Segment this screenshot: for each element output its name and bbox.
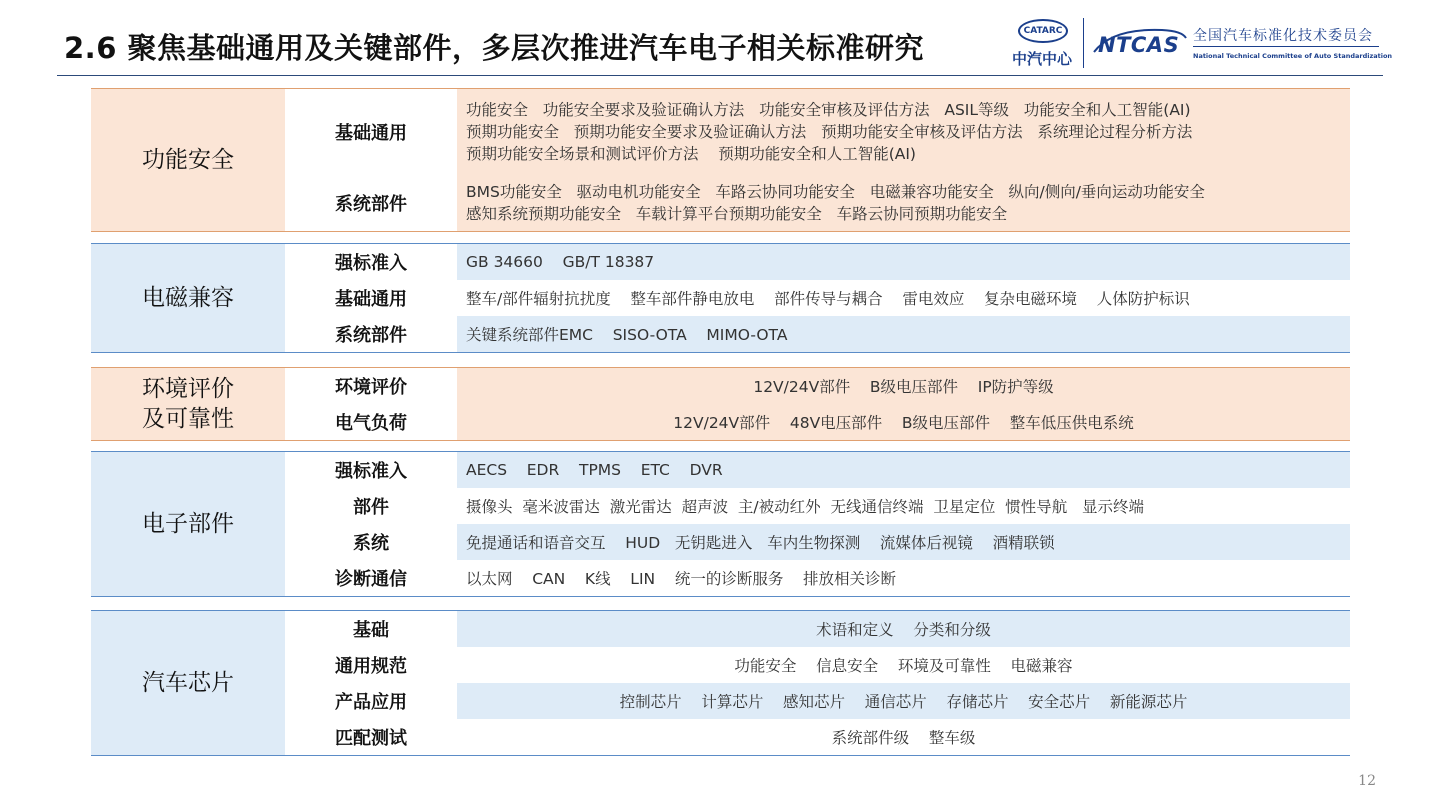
content-line: 感知系统预期功能安全 车载计算平台预期功能安全 车路云协同预期功能安全: [466, 205, 1008, 223]
ntcas-en-name: National Technical Committee of Auto Standardization: [1193, 52, 1393, 60]
subcategory-label: 部件: [285, 488, 457, 524]
row-content: [457, 175, 1350, 231]
subcategory-label: 通用规范: [285, 647, 457, 683]
row-content: 功能安全 信息安全 环境及可靠性 电磁兼容: [457, 647, 1350, 683]
subcategory-label: 产品应用: [285, 683, 457, 719]
row-content: [457, 89, 1350, 175]
page-title: 2.6 聚焦基础通用及关键部件，多层次推进汽车电子相关标准研究: [64, 31, 924, 65]
table-row: [285, 244, 1350, 280]
page-number: 12: [1358, 773, 1376, 789]
subcategory-label: 基础: [285, 611, 457, 647]
row-content: GB 34660 GB/T 18387: [457, 244, 1350, 280]
table-row: [285, 683, 1350, 719]
subcategory-label: 系统部件: [285, 316, 457, 352]
row-content: 关键系统部件EMC SISO-OTA MIMO-OTA: [457, 316, 1350, 352]
subcategory-label: 系统: [285, 524, 457, 560]
logo-divider: [1083, 18, 1084, 68]
subcategory-label: 基础通用: [285, 89, 457, 175]
row-content: AECS EDR TPMS ETC DVR: [457, 452, 1350, 488]
row-content: 12V/24V部件 48V电压部件 B级电压部件 整车低压供电系统: [457, 404, 1350, 440]
category-label-line: 及可靠性: [142, 406, 234, 432]
table-row: [285, 452, 1350, 488]
row-content: 系统部件级 整车级: [457, 719, 1350, 755]
section-emc: [91, 243, 1350, 353]
content-line: BMS功能安全 驱动电机功能安全 车路云协同功能安全 电磁兼容功能安全 纵向/侧向/垂向运动功能安全: [466, 183, 1205, 201]
table-row: [285, 175, 1350, 231]
section-automotive-chips: [91, 610, 1350, 756]
table-row: [285, 647, 1350, 683]
category-label: [91, 368, 285, 440]
table-row: [285, 611, 1350, 647]
catarc-cn-name: 中汽中心: [1012, 50, 1073, 68]
section-functional-safety: [91, 88, 1350, 232]
subcategory-label: 环境评价: [285, 368, 457, 404]
row-content: 整车/部件辐射抗扰度 整车部件静电放电 部件传导与耦合 雷电效应 复杂电磁环境 人体防护标识: [457, 280, 1350, 316]
row-content: 控制芯片 计算芯片 感知芯片 通信芯片 存储芯片 安全芯片 新能源芯片: [457, 683, 1350, 719]
subcategory-label: 诊断通信: [285, 560, 457, 596]
section-environment-reliability: [91, 367, 1350, 441]
catarc-logo: [1008, 16, 1078, 72]
row-content: 摄像头 毫米波雷达 激光雷达 超声波 主/被动红外 无线通信终端 卫星定位 惯性导航 显示终端: [457, 488, 1350, 524]
ntcas-rule: [1193, 46, 1379, 47]
subcategory-label: 匹配测试: [285, 719, 457, 755]
table-row: [285, 316, 1350, 352]
table-row: [285, 404, 1350, 440]
row-content: 术语和定义 分类和分级: [457, 611, 1350, 647]
row-content: 以太网 CAN K线 LIN 统一的诊断服务 排放相关诊断: [457, 560, 1350, 596]
table-row: [285, 89, 1350, 175]
table-row: [285, 368, 1350, 404]
ntcas-cn-name: 全国汽车标准化技术委员会: [1193, 28, 1373, 44]
table-row: [285, 524, 1350, 560]
content-line: 预期功能安全场景和测试评价方法 预期功能安全和人工智能(AI): [466, 145, 916, 163]
content-line: 功能安全 功能安全要求及验证确认方法 功能安全审核及评估方法 ASIL等级 功能安全和人工智能(AI): [466, 101, 1191, 119]
category-label: 电磁兼容: [91, 244, 285, 352]
category-label: 汽车芯片: [91, 611, 285, 755]
subcategory-label: 基础通用: [285, 280, 457, 316]
table-row: [285, 560, 1350, 596]
table-row: [285, 719, 1350, 755]
subcategory-label: 强标准入: [285, 244, 457, 280]
table-row: [285, 488, 1350, 524]
row-content: 免提通话和语音交互 HUD 无钥匙进入 车内生物探测 流媒体后视镜 酒精联锁: [457, 524, 1350, 560]
table-row: [285, 280, 1350, 316]
ntcas-logo-text: NTCAS: [1098, 33, 1180, 57]
catarc-mark: CATARC: [1018, 19, 1068, 43]
content-line: 预期功能安全 预期功能安全要求及验证确认方法 预期功能安全审核及评估方法 系统理论过程分析方法: [466, 123, 1193, 141]
subcategory-label: 强标准入: [285, 452, 457, 488]
category-label: 功能安全: [91, 89, 285, 231]
title-divider: [57, 75, 1383, 76]
row-content: 12V/24V部件 B级电压部件 IP防护等级: [457, 368, 1350, 404]
category-label-line: 环境评价: [142, 376, 234, 402]
subcategory-label: 电气负荷: [285, 404, 457, 440]
subcategory-label: 系统部件: [285, 175, 457, 231]
category-label: 电子部件: [91, 452, 285, 596]
section-electronic-parts: [91, 451, 1350, 597]
